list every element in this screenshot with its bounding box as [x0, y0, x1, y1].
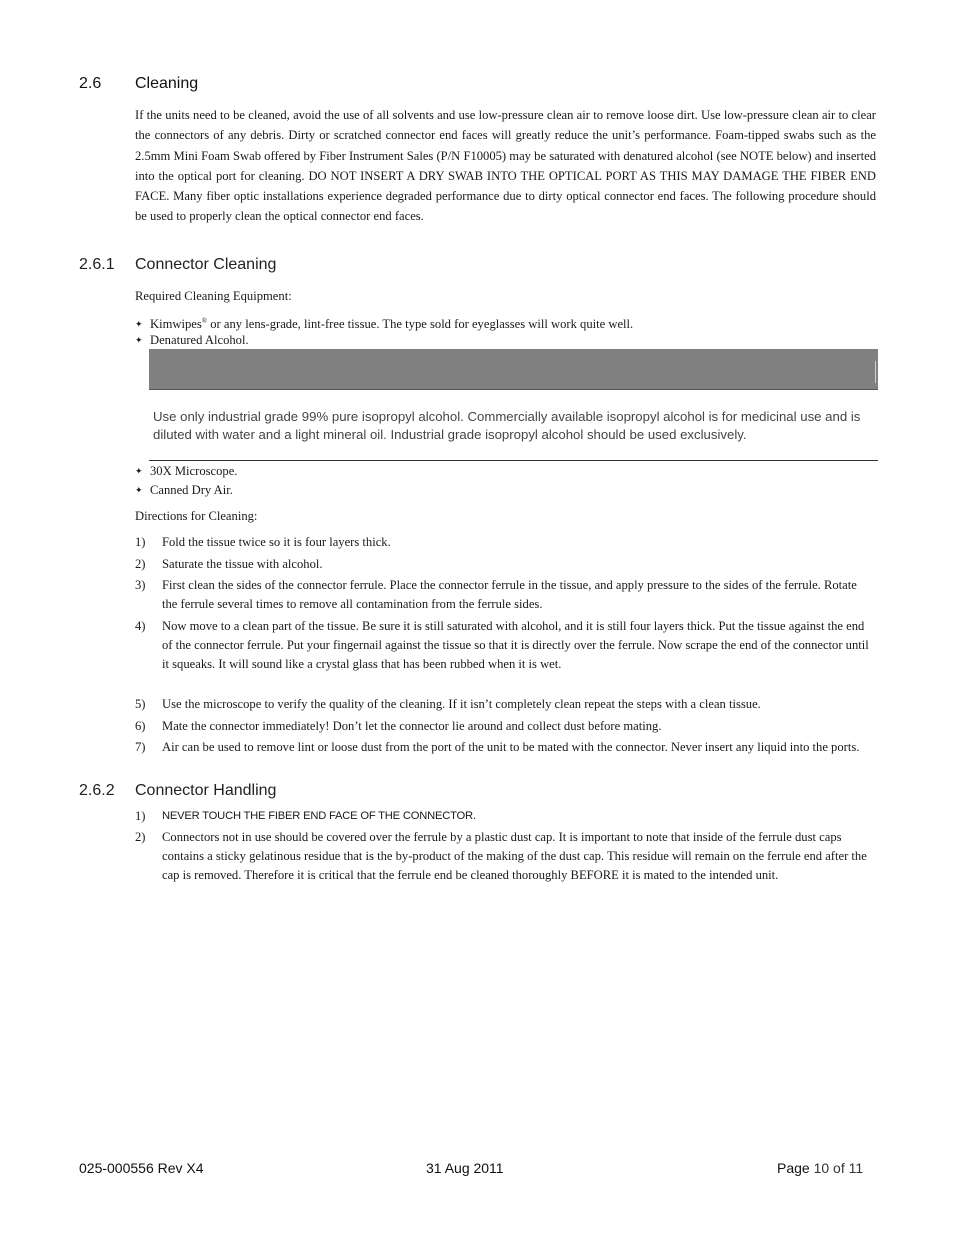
- intro-paragraph: If the units need to be cleaned, avoid the use of all solvents and use low-pressure clean air to remove loose dirt. Use low-pressure clean air to clear the connectors of any debris. Dirty or scratched connector end faces will greatly reduce the unit’s performance. Foam-tipped swabs such as the 2.5mm Mini Foam Swab offered by Fiber Instrument Sales (P/N F10005) may be saturated with denatured alcohol (see NOTE below) and inserted into the optical port for cleaning. DO NOT INSERT A DRY SWAB INTO THE OPTICAL PORT AS THIS MAY DAMAGE THE FIBER END FACE. Many fiber optic installations experience degraded performance due to dirty optical connector end faces. The following procedure should be used to properly clean the optical connector end faces.: [135, 108, 876, 224]
- list-item: 5) Use the microscope to verify the quality of the cleaning. If it isn’t completely clean repeat the steps with a clean tissue.: [135, 697, 761, 711]
- subsection-number: 2.6.2: [79, 782, 115, 799]
- footer-doc-number: 025-000556 Rev X4: [79, 1160, 204, 1176]
- list-item: 4) Now move to a clean part of the tissue. Be sure it is still saturated with alcohol, and it is still four layers thick. Put the tissue against the end of the connector ferrule. Put your fingernail against the tissue so that it is directly over the ferrule. Now scrape the end of the connector until it squeaks. It will sound like a crystal glass that has been rubbed when it is wet.: [135, 619, 869, 671]
- footer-page: [777, 1160, 863, 1176]
- bullet-icon: ✦: [135, 485, 143, 495]
- note-header-bar: [149, 349, 878, 390]
- section-heading: [79, 75, 198, 93]
- list-item: ✦ Canned Dry Air.: [135, 483, 233, 497]
- footer-page-number: 10 of 11: [813, 1160, 864, 1176]
- list-item: ✦ 30X Microscope.: [135, 464, 238, 478]
- subsection-number: 2.6.1: [79, 256, 115, 273]
- section-title: Cleaning: [135, 75, 199, 92]
- bullet-icon: ✦: [135, 335, 143, 345]
- list-item: 2) Saturate the tissue with alcohol.: [135, 557, 323, 571]
- footer-date: 31 Aug 2011: [426, 1160, 504, 1176]
- list-item: 1) Fold the tissue twice so it is four layers thick.: [135, 535, 391, 549]
- equipment-label: Required Cleaning Equipment:: [135, 289, 292, 303]
- list-item: 1) NEVER TOUCH THE FIBER END FACE OF THE CONNECTOR.: [135, 809, 476, 823]
- list-item: 2) Connectors not in use should be covered over the ferrule by a plastic dust cap. It is important to note that inside of the ferrule dust caps contains a sticky gelatinous residue that is the by-product of the making of the dust cap. This residue will remain on the ferrule end after the cap is removed. Therefore it is critical that the ferrule end be cleaned thoroughly BEFORE it is mated to the intended unit.: [135, 830, 867, 882]
- subsection-heading-connector-handling: [79, 782, 276, 800]
- subsection-heading-connector-cleaning: [79, 256, 276, 274]
- footer-page-label: Page: [777, 1160, 810, 1176]
- list-item: 7) Air can be used to remove lint or loose dust from the port of the unit to be mated with the connector. Never insert any liquid into the ports.: [135, 740, 860, 754]
- note-divider: [149, 460, 878, 461]
- list-item: 6) Mate the connector immediately! Don’t let the connector lie around and collect dust before mating.: [135, 719, 662, 733]
- note-text: Use only industrial grade 99% pure isopropyl alcohol. Commercially available isopropyl alcohol is for medicinal use and is diluted with water and a light mineral oil. Industrial grade isopropyl alcohol should be used exclusively.: [153, 409, 861, 442]
- section-number: 2.6: [79, 75, 102, 92]
- subsection-title: Connector Handling: [135, 782, 277, 799]
- bullet-icon: ✦: [135, 319, 143, 330]
- list-item: ✦ Denatured Alcohol.: [135, 333, 249, 347]
- subsection-title: Connector Cleaning: [135, 256, 277, 273]
- list-item: 3) First clean the sides of the connector ferrule. Place the connector ferrule in the tissue, and apply pressure to the sides of the ferrule. Rotate the ferrule several times to remove all contamination from the ferrule sides.: [135, 578, 857, 611]
- bullet-icon: ✦: [135, 466, 143, 476]
- note-bar-edge: [875, 361, 876, 383]
- directions-label: Directions for Cleaning:: [135, 509, 258, 523]
- list-item: ✦ Kimwipes® or any lens-grade, lint-free tissue. The type sold for eyeglasses will work quite well.: [135, 317, 634, 332]
